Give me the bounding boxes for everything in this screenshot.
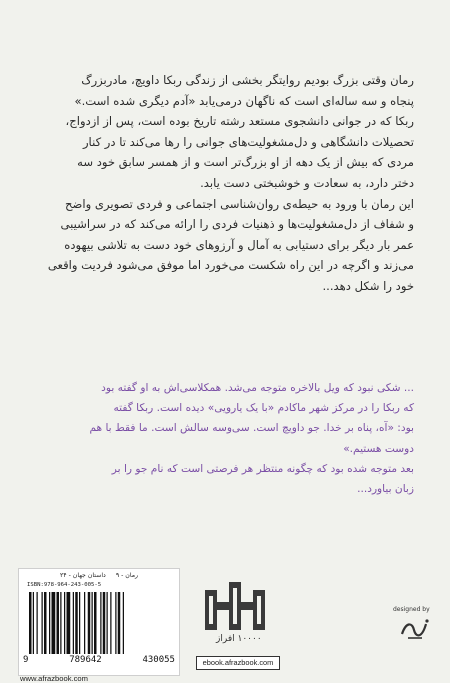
synopsis-line: ربکا که در جوانی دانشجوی مستعد رشته تاریخ بوده است، پس از ازدواج، (65, 114, 414, 129)
synopsis-line: و شفاف از دل‌مشغولیت‌ها و ذهنیات فردی را ارائه می‌کند که در سراشیبی (60, 217, 414, 232)
designed-by-label: designed by (393, 606, 430, 613)
synopsis-line: این رمان با ورود به حیطه‌ی روان‌شناسی اجتماعی و فردی تصویری واضح (65, 196, 414, 211)
publisher-logo-text: ۱۰۰۰۰ افراز (216, 634, 262, 644)
barcode (29, 592, 169, 654)
synopsis (36, 70, 414, 297)
synopsis-line: مردی که بیش از یک دهه از او بزرگ‌تر است و از همسر سابق خود سه (77, 155, 414, 170)
publisher-logo-icon (195, 578, 275, 640)
synopsis-line: تحصیلات دانشگاهی و دل‌مشغولیت‌های جوانی را رها می‌کند تا در کنار (82, 134, 414, 149)
back-cover-footer (0, 556, 450, 683)
excerpt-quote (36, 378, 414, 499)
isbn-text: ISBN:978-964-243-005-5 (27, 582, 102, 588)
excerpt-line: بعد متوجه شده بود که چگونه منتظر هر فرصتی است که نام جو را بر (111, 462, 414, 475)
synopsis-line: می‌زند و اگرچه در این راه شکست می‌خورد اما موفق می‌شود فردیت واقعی (47, 258, 414, 273)
barcode-digit-group: 9 (23, 655, 29, 665)
excerpt-line: ... شکی نبود که ویل بالاخره متوجه می‌شد. همکلاسی‌اش به او گفته بود (101, 382, 414, 394)
website-url: www.afrazbook.com (20, 674, 88, 683)
excerpt-line: زبان بیاورد... (357, 483, 414, 496)
designer-signature-icon (396, 614, 434, 644)
barcode-digit-group: 430055 (142, 655, 175, 665)
barcode-digit-group: 789642 (69, 655, 102, 665)
excerpt-line: دوست هستیم.» (343, 442, 414, 455)
synopsis-line: رمان وقتی بزرگ بودیم روایتگر بخشی از زندگی ربکا داویچ، مادربزرگ (81, 73, 414, 87)
synopsis-line: پنجاه و سه ساله‌ای است که ناگهان درمی‌یابد «آدم دیگری شده است.» (74, 93, 414, 108)
synopsis-line: دختر دارد، به سعادت و خوشبختی دست یابد. (200, 175, 414, 190)
ebook-url: ebook.afrazbook.com (196, 656, 280, 670)
synopsis-line: عمر بار دیگر برای دستیابی به آمال و آرزوهای خود دست به تلاشی بیهوده (64, 237, 414, 252)
series-name: داستان جهان - ۲۴ (59, 572, 106, 579)
novel-number: رمان - ۹ (115, 572, 139, 579)
series-info (27, 572, 171, 579)
barcode-box (18, 568, 180, 676)
synopsis-line: خود را شکل دهد... (322, 278, 414, 293)
excerpt-line: بود: «آه، پناه بر خدا. جو داویچ است. سی‌وسه سالش است. ما فقط با هم (89, 422, 414, 435)
barcode-digits (23, 655, 175, 665)
excerpt-line: که ربکا را در مرکز شهر ماکادم «با یک یارویی» دیده است. ربکا گفته (113, 402, 414, 415)
